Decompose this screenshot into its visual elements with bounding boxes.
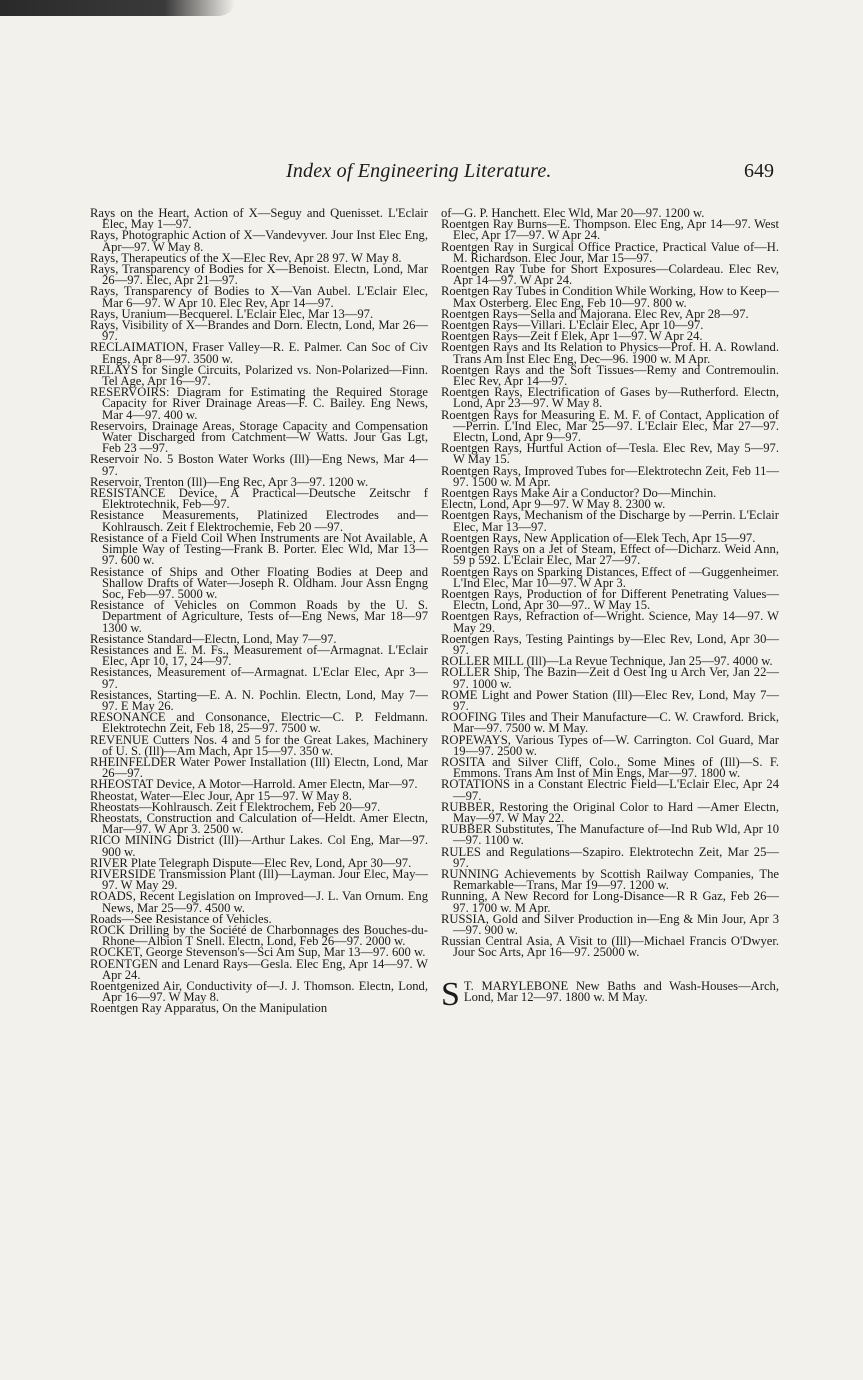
index-entry: RECLAIMATION, Fraser Valley—R. E. Palmer. Can Soc of Civ Engs, Apr 8—97. 3500 w. xyxy=(90,340,428,366)
index-entry: RHEOSTAT Device, A Motor—Harrold. Amer Electn, Mar—97. xyxy=(90,777,418,792)
index-entry: RICO MINING District (Ill)—Arthur Lakes. Col Eng, Mar—97. 900 w. xyxy=(90,833,428,859)
index-entry: ROME Light and Power Station (Ill)—Elec Rev, Lond, May 7—97. xyxy=(441,687,779,713)
index-entry: ROLLER Ship, The Bazin—Zeit d Oest Ing u Arch Ver, Jan 22—97. 1000 w. xyxy=(441,665,779,691)
index-entry: RUBBER Substitutes, The Manufacture of—Ind Rub Wld, Apr 10—97. 1100 w. xyxy=(441,822,779,848)
index-entry: RIVER Plate Telegraph Dispute—Elec Rev, Lond, Apr 30—97. xyxy=(90,855,412,870)
index-entry: RESERVOIRS: Diagram for Estimating the Required Storage Capacity for River Drainage Areas—F. C. Bailey. Eng News, Mar 4—97. 400 w. xyxy=(90,385,428,422)
index-entry: Russian Central Asia, A Visit to (Ill)—Michael Francis O'Dwyer. Jour Soc Arts, Apr 16—97. 25000 w. xyxy=(441,934,779,960)
index-entry: Roentgen Ray Tube for Short Exposures—Colardeau. Elec Rev, Apr 14—97. W Apr 24. xyxy=(441,262,779,288)
index-entry: Roentgen Ray Tubes in Condition While Working, How to Keep—Max Osterberg. Elec Eng, Feb 10—97. 800 w. xyxy=(441,284,779,310)
index-entry: Roentgen Rays and the Soft Tissues—Remy and Contremoulin. Elec Rev, Apr 14—97. xyxy=(441,362,779,389)
page-header xyxy=(0,158,863,188)
index-entry: RESISTANCE Device, A Practical—Deutsche Zeitschr f Elektrotechnik, Feb—97. xyxy=(90,486,428,512)
index-entry: Roentgenized Air, Conductivity of—J. J. Thomson. Electn, Lond, Apr 16—97. W May 8. xyxy=(90,979,428,1005)
index-entry: ROENTGEN and Lenard Rays—Gesla. Elec Eng, Apr 14—97. W Apr 24. xyxy=(90,956,428,982)
index-entry: RESONANCE and Consonance, Electric—C. P. Feldmann. Elektrotechn Zeit, Feb 18, 25—97. 7500 w. xyxy=(90,710,428,736)
index-entry: Rheostats—Kohlrausch. Zeit f Elektrochem, Feb 20—97. xyxy=(90,799,381,814)
index-entry: Resistance Standard—Electn, Lond, May 7—97. xyxy=(90,631,337,646)
index-entry: Roentgen Rays—Villari. L'Eclair Elec, Apr 10—97. xyxy=(441,318,704,333)
index-entry: Rays, Therapeutics of the X—Elec Rev, Apr 28 97. W May 8. xyxy=(90,250,402,265)
index-entry: RHEINFELDER Water Power Installation (Ill) Electn, Lond, Mar 26—97. xyxy=(90,754,428,781)
index-entry: Resistances and E. M. Fs., Measurement of—Armagnat. L'Eclair Elec, Apr 10, 17, 24—97. xyxy=(90,642,428,669)
index-entry: Rays, Uranium—Becquerel. L'Eclair Elec, Mar 13—97. xyxy=(90,306,374,321)
index-entry: Rays, Transparency of Bodies for X—Benoist. Electn, Lond, Mar 26—97. Elec, Apr 21—97. xyxy=(90,262,428,288)
index-entry: ROCK Drilling by the Société de Charbonnages des Bouches-du-Rhone—Albion T Snell. Electn, Lond, Feb 26—97. 2000 w. xyxy=(90,923,428,949)
index-entry: Resistance Measurements, Platinized Electrodes and—Kohlrausch. Zeit f Elektrochemie, Feb 20 —97. xyxy=(90,508,428,534)
index-entry: Rays, Photographic Action of X—Vandevyver. Jour Inst Elec Eng, Apr—97. W May 8. xyxy=(90,228,428,254)
index-entry: ROCKET, George Stevenson's—Sci Am Sup, Mar 13—97. 600 w. xyxy=(90,945,426,960)
index-entry: REVENUE Cutters Nos. 4 and 5 for the Great Lakes, Machinery of U. S. (Ill)—Am Mach, Apr 15—97. 350 w. xyxy=(90,732,428,758)
scan-smudge xyxy=(0,0,235,16)
right-column-entries xyxy=(441,208,779,959)
left-column xyxy=(90,208,428,1015)
index-entry: Roentgen Ray Burns—E. Thompson. Elec Eng, Apr 14—97. West Elec, Apr 17—97. W Apr 24. xyxy=(441,217,779,243)
index-entry: RUNNING Achievements by Scottish Railway Companies, The Remarkable—Trans, Mar 19—97. 1200 w. xyxy=(441,866,779,893)
index-entry: Resistances, Measurement of—Armagnat. L'Eclar Elec, Apr 3—97. xyxy=(90,665,428,691)
index-entry: Roentgen Rays, Testing Paintings by—Elec Rev, Lond, Apr 30—97. xyxy=(441,631,779,657)
running-title: Index of Engineering Literature. xyxy=(286,160,552,182)
index-entry: Roentgen Rays on a Jet of Steam, Effect of—Dicharz. Weid Ann, 59 p 592. L'Eclair Elec, Mar 27—97. xyxy=(441,542,779,568)
index-entry: RUBBER, Restoring the Original Color to Hard —Amer Electn, May—97. W May 22. xyxy=(441,799,779,825)
index-entry: RIVERSIDE Transmission Plant (Ill)—Layman. Jour Elec, May—97. W May 29. xyxy=(90,866,428,893)
index-entry: Roentgen Rays Make Air a Conductor? Do—Minchin. xyxy=(441,486,717,501)
index-entry: Roentgen Rays, Refraction of—Wright. Science, May 14—97. W May 29. xyxy=(441,609,779,635)
index-entry: Resistance of a Field Coil When Instruments are Not Available, A Simple Way of Testing—Frank B. Porter. Elec Wld, Mar 13—97. 600 w. xyxy=(90,530,428,568)
index-entry: Roentgen Rays—Zeit f Elek, Apr 1—97. W Apr 24. xyxy=(441,329,703,344)
index-entry: Rays on the Heart, Action of X—Seguy and Quenisset. L'Eclair Elec, May 1—97. xyxy=(90,206,428,232)
index-entry: ROPEWAYS, Various Types of—W. Carrington. Col Guard, Mar 19—97. 2500 w. xyxy=(441,732,779,758)
index-entry: Rays, Visibility of X—Brandes and Dorn. Electn, Lond, Mar 26—97. xyxy=(90,318,428,344)
index-entry: Roentgen Ray in Surgical Office Practice, Practical Value of—H. M. Richardson. Elec Jour, Mar 15—97. xyxy=(441,239,779,265)
index-entry: Roentgen Rays, Hurtful Action of—Tesla. Elec Rev, May 5—97. W May 15. xyxy=(441,441,779,467)
index-entry: Roentgen Rays, Mechanism of the Discharge by —Perrin. L'Eclair Elec, Mar 13—97. xyxy=(441,508,779,534)
index-entry: Rays, Transparency of Bodies to X—Van Aubel. L'Eclair Elec, Mar 6—97. W Apr 10. Elec Rev, Apr 14—97. xyxy=(90,284,428,310)
index-entry: RELAYS for Single Circuits, Polarized vs. Non-Polarized—Finn. Tel Age, Apr 16—97. xyxy=(90,362,428,389)
index-entry: ROSITA and Silver Cliff, Colo., Some Mines of (Ill)—S. F. Emmons. Trans Am Inst of Min Engs, Mar—97. 1800 w. xyxy=(441,754,779,781)
index-entry: Rheostats, Construction and Calculation of—Heldt. Amer Electn, Mar—97. W Apr 3. 2500 w. xyxy=(90,810,428,837)
index-entry: Roentgen Rays—Sella and Majorana. Elec Rev, Apr 28—97. xyxy=(441,306,749,321)
index-entry: Roentgen Rays, New Application of—Elek Tech, Apr 15—97. xyxy=(441,530,756,545)
index-entry: Roentgen Rays, Electrification of Gases by—Rutherford. Electn, Lond, Apr 23—97. W May 8. xyxy=(441,385,779,411)
index-entry: ROTATIONS in a Constant Electric Field—L'Eclair Elec, Apr 24—97. xyxy=(441,777,779,803)
index-entry: Resistances, Starting—E. A. N. Pochlin. Electn, Lond, May 7—97. E May 26. xyxy=(90,687,428,713)
s-section-text: T. MARYLEBONE New Baths and Wash-Houses—Arch, Lond, Mar 12—97. 1800 w. M May. xyxy=(463,978,779,1004)
index-entry: ROADS, Recent Legislation on Improved—J. L. Van Ornum. Eng News, Mar 25—97. 4500 w. xyxy=(90,889,428,915)
index-entry: Roentgen Rays, Improved Tubes for—Elektrotechn Zeit, Feb 11—97. 1500 w. M Apr. xyxy=(441,463,779,489)
index-entry: Roentgen Ray Apparatus, On the Manipulation xyxy=(90,1001,328,1016)
index-entry: Reservoir No. 5 Boston Water Works (Ill)—Eng News, Mar 4—97. xyxy=(90,452,428,478)
index-entry: Reservoirs, Drainage Areas, Storage Capacity and Compensation Water Discharged from Catchment—W Watts. Jour Gas Lgt, Feb 23 —97. xyxy=(90,418,428,456)
drop-cap-initial: S xyxy=(441,975,460,1013)
index-entry: Resistance of Vehicles on Common Roads by the U. S. Department of Agriculture, Tests of—Eng News, Mar 18—97 1300 w. xyxy=(90,598,428,635)
index-entry: Electn, Lond, Apr 9—97. W May 8. 2300 w. xyxy=(441,497,666,512)
index-entry: RULES and Regulations—Szapiro. Elektrotechn Zeit, Mar 25—97. xyxy=(441,844,779,870)
index-entry: Roads—See Resistance of Vehicles. xyxy=(90,911,272,926)
index-entry: Roentgen Rays, Production of for Different Penetrating Values—Electn, Lond, Apr 30—97.. W May 15. xyxy=(441,586,779,613)
index-entry: Roentgen Rays for Measuring E. M. F. of Contact, Application of—Perrin. L'Ind Elec, Mar 25—97. L'Eclair Elec, Mar 27—97. Electn, Lond, Apr 9—97. xyxy=(441,407,779,445)
index-entry: Rheostat, Water—Elec Jour, Apr 15—97. W May 8. xyxy=(90,788,352,803)
index-entry: Roentgen Rays on Sparking Distances, Effect of —Guggenheimer. L'Ind Elec, Mar 10—97. W Apr 3. xyxy=(441,564,779,590)
page-number: 649 xyxy=(744,160,774,182)
index-entry: Resistance of Ships and Other Floating Bodies at Deep and Shallow Drafts of Water—Joseph R. Oldham. Jour Assn Engng Soc, Feb—97. 5000 w. xyxy=(90,564,428,601)
index-entry: ROOFING Tiles and Their Manufacture—C. W. Crawford. Brick, Mar—97. 7500 w. M May. xyxy=(441,710,779,736)
index-entry: ROLLER MILL (Ill)—La Revue Technique, Jan 25—97. 4000 w. xyxy=(441,654,773,669)
index-entry: Reservoir, Trenton (Ill)—Eng Rec, Apr 3—97. 1200 w. xyxy=(90,474,369,489)
index-entry: Roentgen Rays and Its Relation to Physics—Prof. H. A. Rowland. Trans Am Inst Elec Eng, Dec—96. 1900 w. M Apr. xyxy=(441,340,779,366)
index-entry: Running, A New Record for Long-Disance—R R Gaz, Feb 26—97. 1700 w. M Apr. xyxy=(441,889,779,915)
index-entry: of—G. P. Hanchett. Elec Wld, Mar 20—97. 1200 w. xyxy=(441,206,705,220)
s-section-entry xyxy=(441,975,779,1013)
index-entry: RUSSIA, Gold and Silver Production in—Eng & Min Jour, Apr 3—97. 900 w. xyxy=(441,911,779,937)
right-column xyxy=(441,206,779,1013)
